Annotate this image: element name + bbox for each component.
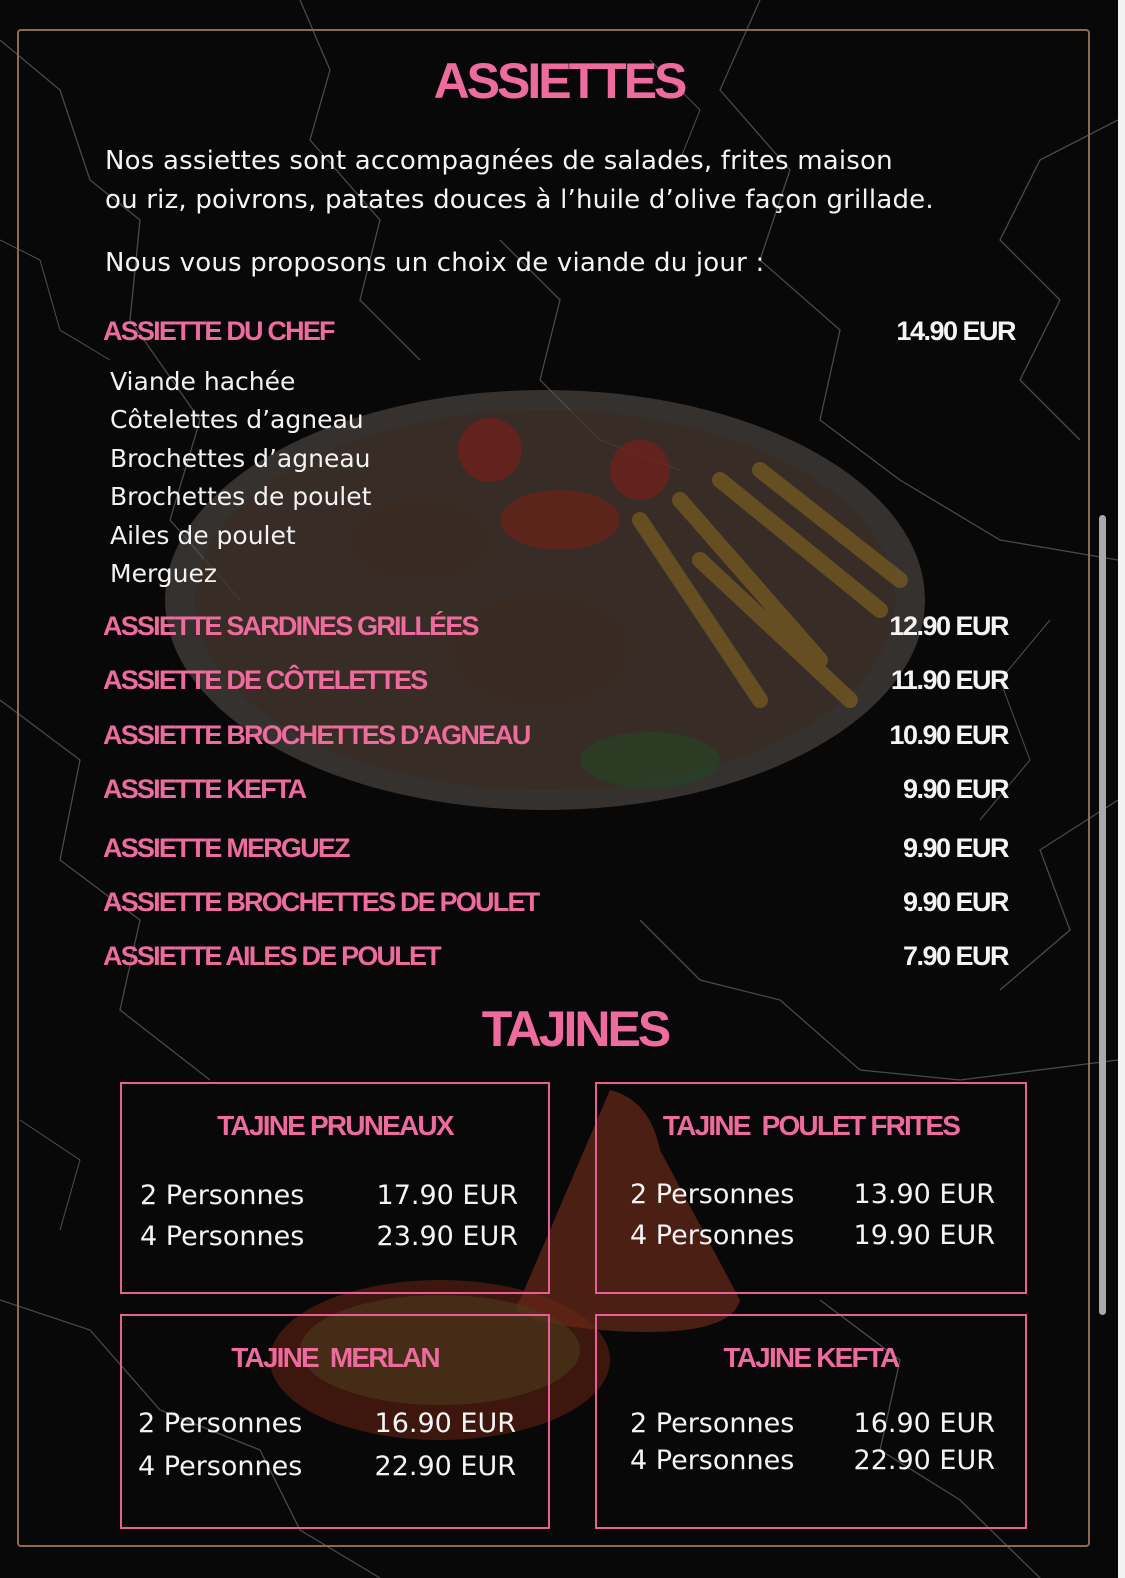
tajine-row	[630, 1445, 995, 1485]
item-name: ASSIETTE BROCHETTES D’AGNEAU	[103, 720, 530, 750]
menu-item	[103, 941, 1008, 975]
tajine-price: 16.90 EUR	[374, 1408, 516, 1439]
persons-label: 2 Personnes	[630, 1408, 795, 1439]
tajine-price: 22.90 EUR	[853, 1445, 995, 1476]
tajine-row	[138, 1451, 516, 1491]
intro-line-1: Nos assiettes sont accompagnées de salades, frites maison	[105, 146, 893, 176]
item-price: 9.90 EUR	[902, 833, 1008, 863]
scrollbar-thumb[interactable]	[1099, 515, 1106, 1315]
tajine-price: 13.90 EUR	[853, 1179, 995, 1210]
tajine-box-pruneaux	[120, 1082, 550, 1294]
tajine-box-poulet-frites	[595, 1082, 1027, 1294]
tajine-row	[630, 1179, 995, 1219]
persons-label: 2 Personnes	[630, 1179, 795, 1210]
meat-choice: Brochettes d’agneau	[110, 443, 371, 473]
item-name: ASSIETTE KEFTA	[103, 774, 306, 804]
meat-choice: Ailes de poulet	[110, 520, 296, 550]
tajine-row	[140, 1180, 518, 1220]
tajine-price: 22.90 EUR	[374, 1451, 516, 1482]
item-price: 7.90 EUR	[902, 941, 1008, 971]
meat-choice: Brochettes de poulet	[110, 482, 372, 512]
tajine-row	[140, 1221, 518, 1261]
item-price: 14.90 EUR	[896, 316, 1015, 346]
tajine-row	[630, 1408, 995, 1448]
intro-line-3: Nous vous proposons un choix de viande du jour :	[105, 248, 765, 278]
item-price: 10.90 EUR	[889, 720, 1008, 750]
item-price: 9.90 EUR	[902, 887, 1008, 917]
item-name: ASSIETTE BROCHETTES DE POULET	[103, 887, 539, 917]
chef-meat-choices	[110, 363, 371, 593]
tajines-title: TAJINES	[481, 1001, 669, 1057]
persons-label: 2 Personnes	[138, 1408, 303, 1439]
item-price: 11.90 EUR	[890, 665, 1008, 695]
item-name: ASSIETTE AILES DE POULET	[103, 941, 440, 971]
menu-item	[103, 887, 1008, 921]
menu-item	[103, 774, 1008, 808]
menu-item	[103, 720, 1008, 754]
persons-label: 4 Personnes	[140, 1221, 305, 1252]
menu-item	[103, 665, 1008, 699]
item-price: 12.90 EUR	[889, 611, 1008, 641]
tajine-price: 19.90 EUR	[853, 1220, 995, 1251]
persons-label: 4 Personnes	[630, 1445, 795, 1476]
tajine-name: TAJINE KEFTA	[723, 1342, 899, 1373]
item-name: ASSIETTE MERGUEZ	[103, 833, 349, 863]
intro-line-2: ou riz, poivrons, patates douces à l’huile d’olive façon grillade.	[105, 185, 934, 215]
tajine-name: TAJINE MERLAN	[231, 1342, 439, 1373]
meat-choice: Merguez	[110, 559, 218, 589]
tajine-box-kefta	[595, 1314, 1027, 1529]
tajine-name: TAJINE PRUNEAUX	[217, 1110, 453, 1141]
menu-item	[103, 611, 1008, 645]
menu-item	[103, 833, 1008, 867]
assiettes-title: ASSIETTES	[433, 53, 685, 109]
meat-choice: Côtelettes d’agneau	[110, 405, 364, 435]
scrollbar-track[interactable]	[1118, 0, 1125, 1578]
persons-label: 4 Personnes	[630, 1220, 795, 1251]
tajine-row	[630, 1220, 995, 1260]
item-name: ASSIETTE SARDINES GRILLÉES	[103, 611, 478, 641]
menu-item-chef	[103, 316, 1015, 350]
meat-choice: Viande hachée	[110, 367, 296, 396]
tajine-price: 17.90 EUR	[376, 1180, 518, 1211]
tajine-name: TAJINE POULET FRITES	[662, 1110, 960, 1141]
tajine-price: 23.90 EUR	[376, 1221, 518, 1252]
persons-label: 2 Personnes	[140, 1180, 305, 1211]
tajine-row	[138, 1408, 516, 1448]
item-name: ASSIETTE DE CÔTELETTES	[103, 665, 427, 695]
item-price: 9.90 EUR	[902, 774, 1008, 804]
persons-label: 4 Personnes	[138, 1451, 303, 1482]
tajine-box-merlan	[120, 1314, 550, 1529]
item-name: ASSIETTE DU CHEF	[103, 316, 334, 346]
tajine-price: 16.90 EUR	[853, 1408, 995, 1439]
